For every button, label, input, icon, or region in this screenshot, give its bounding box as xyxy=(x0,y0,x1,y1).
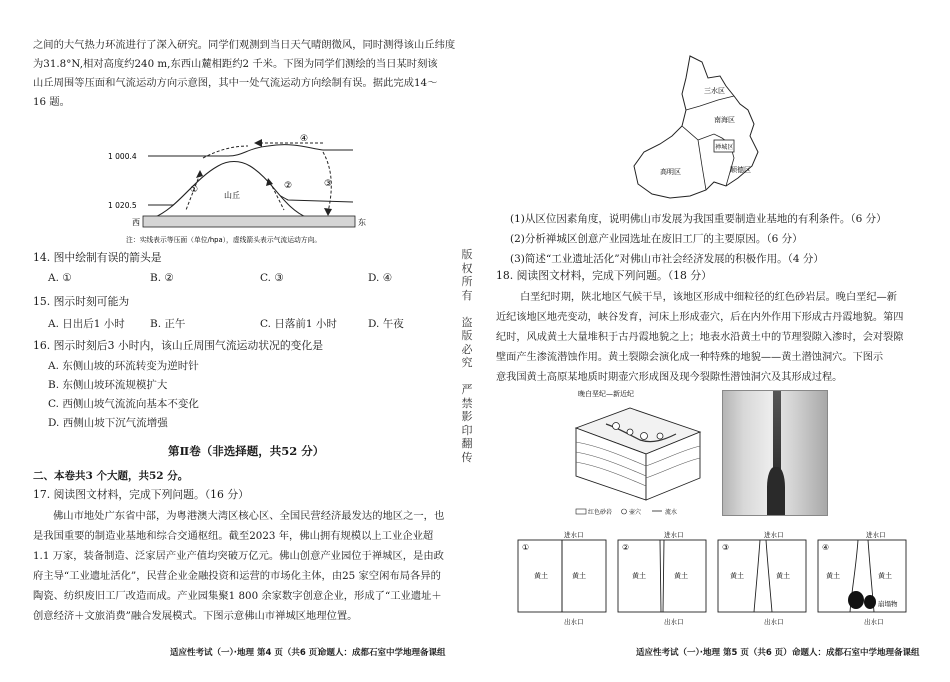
q14-option-b[interactable]: B. ② xyxy=(150,272,174,284)
q18-line: 纪时，风成黄土大量堆积于古丹霞地貌之上；地表水沿黄土中的节理裂隙入渗时，会对裂隙 xyxy=(496,332,904,343)
map-label-nanhai: 南海区 xyxy=(714,116,735,124)
stage4-loess-left: 黄土 xyxy=(826,572,840,580)
stage3-loess-left: 黄土 xyxy=(730,572,744,580)
q16-option-a[interactable]: A. 东侧山坡的环流转变为逆时针 xyxy=(48,360,199,372)
diagram-note: 注：实线表示等压面（单位/hpa），虚线箭头表示气流运动方向。 xyxy=(126,236,322,244)
stage1-outlet: 出水口 xyxy=(564,618,584,626)
block-caption: 晚白垩纪—新近纪 xyxy=(578,390,634,398)
footer-author-left: 命题人：成都石室中学地理备课组 xyxy=(318,648,446,658)
q18-line: 白垩纪时期，陕北地区气候干旱，该地区形成中细粒径的红色砂岩层。晚白垩纪—新 xyxy=(520,292,897,303)
q18-line: 近纪该地区地壳变动，峡谷发育，河床上形成壶穴，后在内外作用下形成古丹霞地貌。第四 xyxy=(496,312,904,323)
q15-option-c[interactable]: C. 日落前1 小时 xyxy=(260,318,337,330)
part-2-heading: 第Ⅱ卷（非选择题，共52 分） xyxy=(168,444,325,458)
q18-line: 壁面产生渗流潜蚀作用。黄土裂隙会演化成一种特殊的地貌——黄土潜蚀洞穴。下图示 xyxy=(496,352,884,363)
marker-3: ③ xyxy=(324,179,333,189)
stage4-collapse-label: 崩塌物 xyxy=(878,600,898,608)
stage-panel-1 xyxy=(518,530,606,626)
right-page xyxy=(482,0,950,682)
q16-stem: 16. 图示时刻后3 小时内，该山丘周围气流运动状况的变化是 xyxy=(33,339,324,352)
left-page xyxy=(0,0,470,682)
q14-16-intro xyxy=(33,36,456,112)
west-label: 西 xyxy=(132,218,140,227)
pressure-top-label: 1 000.4 xyxy=(108,152,137,161)
q15-option-a[interactable]: A. 日出后1 小时 xyxy=(48,318,125,330)
stage1-inlet: 进水口 xyxy=(564,531,584,539)
legend-sandstone: 红色砂岩 xyxy=(588,509,613,516)
q17-line: 陶瓷、纺织废旧工厂改造而成。产业园集聚1 800 余家数字创意企业，形成了“工业遗址＋ xyxy=(33,590,442,602)
map-label-chancheng: 禅城区 xyxy=(715,144,734,151)
q17-title: 17. 阅读图文材料，完成下列问题。（16 分） xyxy=(33,488,249,501)
intro-line: 山丘周围等压面和气流运动方向示意图，其中一处气流运动方向绘制有误。据此完成14～ xyxy=(33,77,438,89)
map-label-sanshui: 三水区 xyxy=(704,87,725,95)
q18-title: 18. 阅读图文材料，完成下列问题。（18 分） xyxy=(496,269,712,282)
stage-panel-2 xyxy=(618,530,706,626)
hill-label: 山丘 xyxy=(224,191,240,200)
erosion-stage-panels xyxy=(514,528,934,628)
q18-line: 意我国黄土高原某地质时期壶穴形成图及现今裂隙性潜蚀洞穴及其形成过程。 xyxy=(496,372,843,383)
q15-stem: 15. 图示时刻可能为 xyxy=(33,295,130,308)
intro-line: 之间的大气热力环流进行了深入研究。同学们观测到当日天气晴朗微风，同时测得该山丘纬度 xyxy=(33,39,456,51)
pressure-bottom-label: 1 020.5 xyxy=(108,201,137,210)
stage1-loess-left: 黄土 xyxy=(534,572,548,580)
isobar-diagram xyxy=(108,130,378,248)
ground-bar xyxy=(143,216,355,227)
stage-number-3: ③ xyxy=(722,543,730,552)
loess-cave-photo xyxy=(722,390,828,516)
q15-option-b[interactable]: B. 正午 xyxy=(150,318,186,330)
stage-panel-3 xyxy=(718,530,806,626)
q18-passage xyxy=(496,288,936,388)
intro-line: 为31.8°N,相对高度约240 m,东西山麓相距约2 千米。下图为同学们测绘的当日某时刻该 xyxy=(33,58,438,70)
stage4-inlet: 进水口 xyxy=(866,531,886,539)
q17-sub-2: (2)分析禅城区创意产业园选址在废旧工厂的主要原因。（6 分） xyxy=(510,233,803,245)
legend-flow: 流水 xyxy=(665,509,678,516)
footer-page-4: 适应性考试（一）·地理 第4 页（共6 页） xyxy=(170,648,326,658)
q17-line: 府主导“工业遗址活化”，民营企业金融投资和运营的市场化主体，由25 家空闲布局各异的 xyxy=(33,570,441,582)
q14-option-c[interactable]: C. ③ xyxy=(260,272,284,284)
map-outline xyxy=(634,56,758,198)
map-label-gaoming: 高明区 xyxy=(660,168,681,176)
footer-page-5: 适应性考试（一）·地理 第5 页（共6 页） xyxy=(636,648,792,658)
intro-line: 16 题。 xyxy=(33,96,70,108)
stage2-loess-right: 黄土 xyxy=(674,572,688,580)
q16-option-b[interactable]: B. 东侧山坡环流规模扩大 xyxy=(48,379,168,391)
stage-number-1: ① xyxy=(522,543,530,552)
q17-subquestions xyxy=(510,209,887,269)
q14-stem: 14. 图中绘制有误的箭头是 xyxy=(33,251,162,264)
q17-line: 是我国重要的制造业基地和综合交通枢纽。截至2023 年，佛山拥有规模以上工业企业超 xyxy=(33,530,434,542)
q17-sub-1: (1)从区位因素角度，说明佛山市发展为我国重要制造业基地的有利条件。（6 分） xyxy=(510,213,887,225)
stage4-loess-right: 黄土 xyxy=(878,572,892,580)
stage-number-4: ④ xyxy=(822,543,830,552)
stage1-loess-right: 黄土 xyxy=(572,572,586,580)
marker-2: ② xyxy=(284,181,293,191)
center-copyright-notice: 版 权 所 有 盗 版 必 究 严 禁 影 印 翻 传 xyxy=(461,248,473,464)
legend-pothole: 壶穴 xyxy=(629,509,642,516)
q14-option-a[interactable]: A. ① xyxy=(48,272,72,284)
stage2-outlet: 出水口 xyxy=(664,618,684,626)
marker-1: ① xyxy=(190,185,199,195)
q17-line: 创意经济＋文旅消费”融合发展模式。下图示意佛山市禅城区地理位置。 xyxy=(33,610,358,622)
upper-isobar xyxy=(148,145,353,156)
marker-4: ④ xyxy=(300,134,309,144)
map-label-shunde: 顺德区 xyxy=(730,166,751,174)
q16-option-c[interactable]: C. 西侧山坡气流流向基本不变化 xyxy=(48,398,199,410)
pothole-block-diagram xyxy=(568,388,708,520)
q16-option-d[interactable]: D. 西侧山坡下沉气流增强 xyxy=(48,417,168,429)
stage4-outlet: 出水口 xyxy=(864,618,884,626)
stage-number-2: ② xyxy=(622,543,630,552)
q17-line: 1.1 万家，装备制造、泛家居产业产值均突破万亿元。佛山创意产业园位于禅城区，是由政 xyxy=(33,550,444,562)
q17-line: 佛山市地处广东省中部，为粤港澳大湾区核心区、全国民营经济最发达的地区之一，也 xyxy=(53,510,445,522)
stage-panel-4 xyxy=(818,530,906,626)
stage2-inlet: 进水口 xyxy=(664,531,684,539)
stage3-outlet: 出水口 xyxy=(764,618,784,626)
stage3-loess-right: 黄土 xyxy=(776,572,790,580)
q17-sub-3: (3)简述“工业遗址活化”对佛山市社会经济发展的积极作用。（4 分） xyxy=(510,253,824,265)
q14-option-d[interactable]: D. ④ xyxy=(368,272,393,284)
section-2-heading: 二、本卷共3 个大题，共52 分。 xyxy=(33,470,189,482)
foshan-district-map xyxy=(630,48,790,208)
footer-author-right: 命题人：成都石室中学地理备课组 xyxy=(792,648,920,658)
stage3-inlet: 进水口 xyxy=(764,531,784,539)
q15-option-d[interactable]: D. 午夜 xyxy=(368,318,404,330)
q17-passage xyxy=(33,506,458,626)
stage2-loess-left: 黄土 xyxy=(632,572,646,580)
east-label: 东 xyxy=(358,218,366,227)
